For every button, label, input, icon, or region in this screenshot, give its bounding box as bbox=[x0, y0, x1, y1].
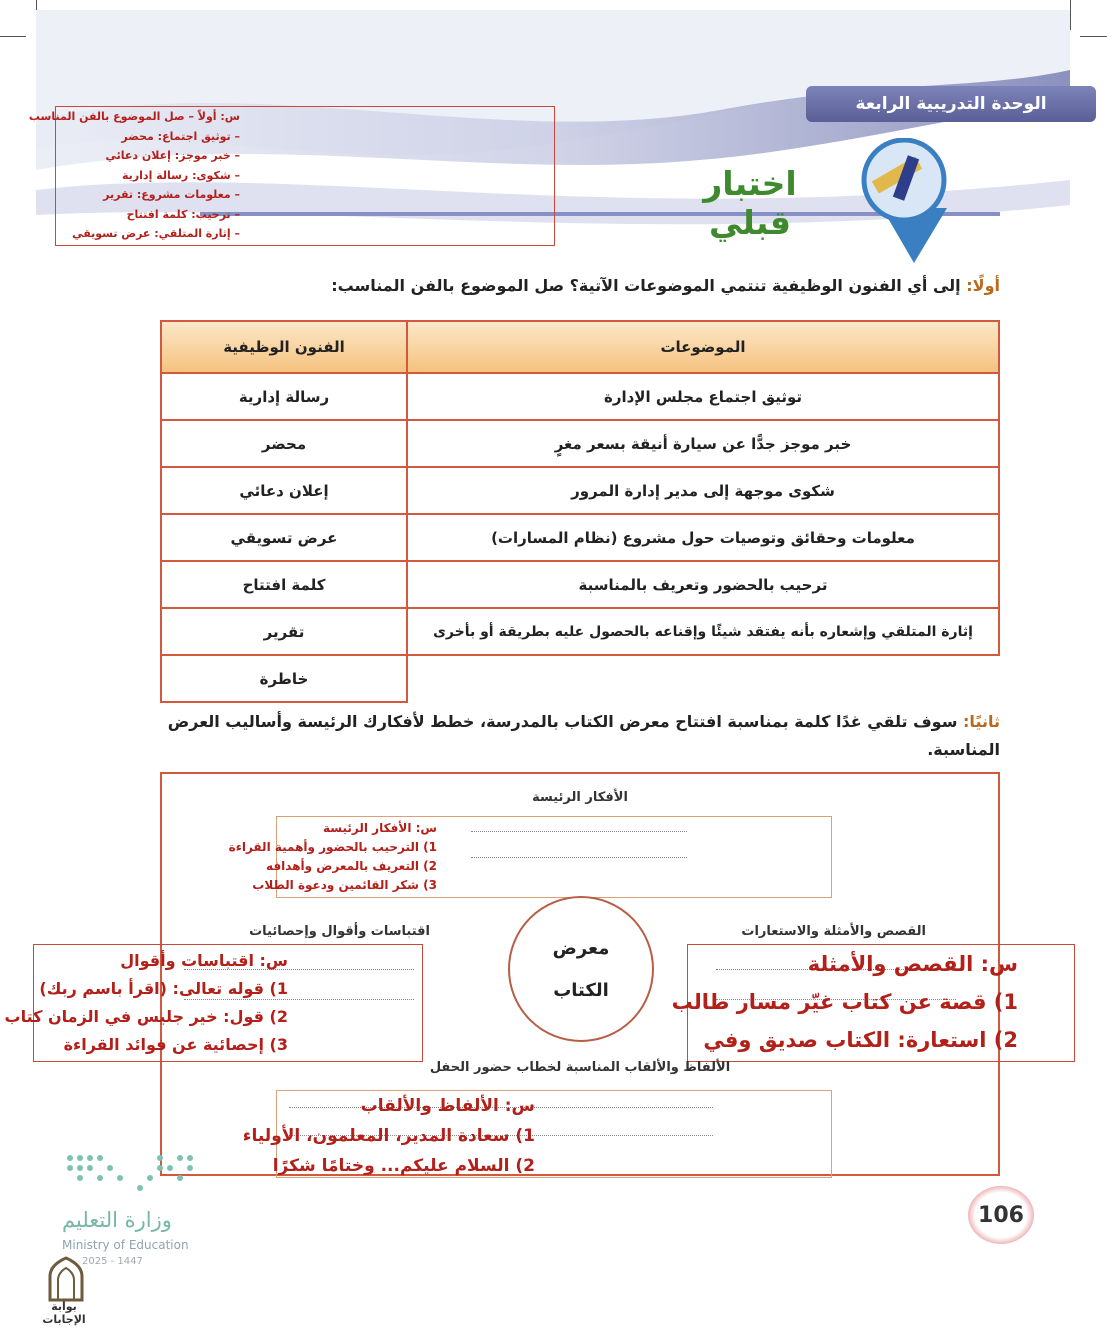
table-cell-topic: خبر موجز جدًّا عن سيارة أنيقة بسعر مغرٍ bbox=[407, 420, 999, 467]
matching-table bbox=[160, 320, 1000, 703]
table-cell-art: محضر bbox=[161, 420, 407, 467]
table-header-topics: الموضوعات bbox=[407, 321, 999, 373]
table-cell-art: عرض تسويقي bbox=[161, 514, 407, 561]
mosque-logo-icon bbox=[46, 1256, 86, 1302]
answer-line: 1) قوله تعالى: (اقرأ باسم ربك) bbox=[39, 979, 288, 998]
answer-line: 2) السلام عليكم... وختامًا شكرًا bbox=[272, 1156, 535, 1176]
part2-instruction bbox=[160, 708, 1000, 764]
table-cell-topic: شكوى موجهة إلى مدير إدارة المرور bbox=[407, 467, 999, 514]
answer-line: س: الألفاظ والألقاب bbox=[360, 1096, 535, 1116]
titles-label: الألفاظ والألقاب المناسبة لخطاب حضور الحفل bbox=[429, 1060, 731, 1075]
quotes-label: اقتباسات وأقوال وإحصائيات bbox=[249, 924, 430, 939]
ministry-name-en: Ministry of Education bbox=[62, 1238, 189, 1252]
table-cell-art: كلمة افتتاح bbox=[161, 561, 407, 608]
answer-line: 2) التعريف بالمعرض وأهدافه bbox=[266, 859, 437, 873]
table-cell-art: إعلان دعائي bbox=[161, 467, 407, 514]
answer-line: 2) قول: خير جليس في الزمان كتاب bbox=[4, 1007, 288, 1026]
note-line: – خبر موجز: إعلان دعائي bbox=[105, 149, 240, 162]
table-row bbox=[161, 467, 999, 514]
part2-text: سوف تلقي غدًا كلمة بمناسبة افتتاح معرض الكتاب بالمدرسة، خطط لأفكارك الرئيسة وأساليب العرض المناسبة. bbox=[167, 712, 1000, 759]
answer-line: 1) الترحيب بالحضور وأهمية القراءة bbox=[228, 840, 437, 854]
stories-answer-box bbox=[671, 944, 1075, 1062]
dotted-line bbox=[471, 857, 687, 858]
unit-title-tab: الوحدة التدريبية الرابعة bbox=[806, 86, 1096, 122]
answer-line: 2) استعارة: الكتاب صديق وفي bbox=[703, 1028, 1018, 1052]
note-line: – معلومات مشروع: تقرير bbox=[103, 188, 240, 201]
circle-text-line2: الكتاب bbox=[553, 980, 609, 1001]
answer-line: 1) سعادة المدير، المعلمون، الأولياء bbox=[242, 1126, 535, 1146]
table-row bbox=[161, 420, 999, 467]
table-cell-art: رسالة إدارية bbox=[161, 373, 407, 420]
table-row bbox=[161, 655, 999, 702]
note-line: – إثارة المتلقي: عرض تسويقي bbox=[72, 227, 240, 240]
note-line: – توثيق اجتماع: محضر bbox=[121, 129, 240, 143]
stories-label: القصص والأمثلة والاستعارات bbox=[741, 924, 926, 939]
table-row bbox=[161, 561, 999, 608]
table-cell-topic: معلومات وحقائق وتوصيات حول مشروع (نظام المسارات) bbox=[407, 514, 999, 561]
answer-line: 3) إحصائية عن فوائد القراءة bbox=[63, 1035, 288, 1054]
main-ideas-label: الأفكار الرئيسة bbox=[532, 790, 628, 805]
main-ideas-area bbox=[228, 816, 832, 898]
answer-line: 1) قصة عن كتاب غيّر مسار طالب bbox=[671, 990, 1018, 1014]
book-fair-circle bbox=[508, 896, 654, 1042]
answer-line: س: اقتباسات وأقوال bbox=[120, 951, 288, 970]
table-cell-art: خاطرة bbox=[161, 655, 407, 702]
part2-lead: ثانيًا: bbox=[963, 712, 1000, 731]
quotes-answer-box bbox=[4, 944, 423, 1062]
table-row bbox=[161, 514, 999, 561]
titles-area bbox=[242, 1090, 832, 1178]
page-number: 106 bbox=[968, 1186, 1034, 1244]
part1-lead: أولًا: bbox=[966, 276, 1000, 295]
site-name: بوابة الإجابات bbox=[42, 1300, 86, 1326]
table-cell-empty bbox=[407, 655, 999, 702]
table-cell-topic: ترحيب بالحضور وتعريف بالمناسبة bbox=[407, 561, 999, 608]
note-line: – ترحيب: كلمة افتتاح bbox=[126, 207, 240, 221]
part1-instruction bbox=[160, 276, 1000, 295]
table-cell-art: تقرير bbox=[161, 608, 407, 655]
note-line: س: أولاً – صل الموضوع بالفن المناسب bbox=[28, 110, 240, 123]
answer-note-part1 bbox=[28, 106, 555, 246]
ministry-name-ar: وزارة التعليم bbox=[62, 1208, 172, 1232]
answer-line: 3) شكر القائمين ودعوة الطلاب bbox=[252, 878, 437, 892]
part1-text: إلى أي الفنون الوظيفية تنتمي الموضوعات الآتية؟ صل الموضوع بالفن المناسب: bbox=[331, 276, 961, 295]
answer-line: س: الأفكار الرئيسة bbox=[323, 821, 437, 835]
circle-text-line1: معرض bbox=[552, 938, 610, 959]
quiz-title: اختبار قبلي bbox=[703, 164, 797, 242]
answer-line: س: القصص والأمثلة bbox=[807, 952, 1018, 976]
table-row bbox=[161, 608, 999, 655]
ministry-logo-dots-icon bbox=[62, 1150, 202, 1200]
table-cell-topic: إثارة المتلقي وإشعاره بأنه يفتقد شيئًا وإقناعه بالحصول عليه بطريقة أو بأخرى bbox=[407, 608, 999, 655]
pencil-ruler-badge-icon bbox=[842, 138, 982, 268]
table-row bbox=[161, 373, 999, 420]
ministry-year: 2025 - 1447 bbox=[82, 1256, 143, 1267]
dotted-line bbox=[471, 831, 687, 832]
table-header-arts: الفنون الوظيفية bbox=[161, 321, 407, 373]
table-cell-topic: توثيق اجتماع مجلس الإدارة bbox=[407, 373, 999, 420]
note-line: – شكوى: رسالة إدارية bbox=[122, 168, 240, 182]
page-number-badge bbox=[968, 1186, 1034, 1244]
